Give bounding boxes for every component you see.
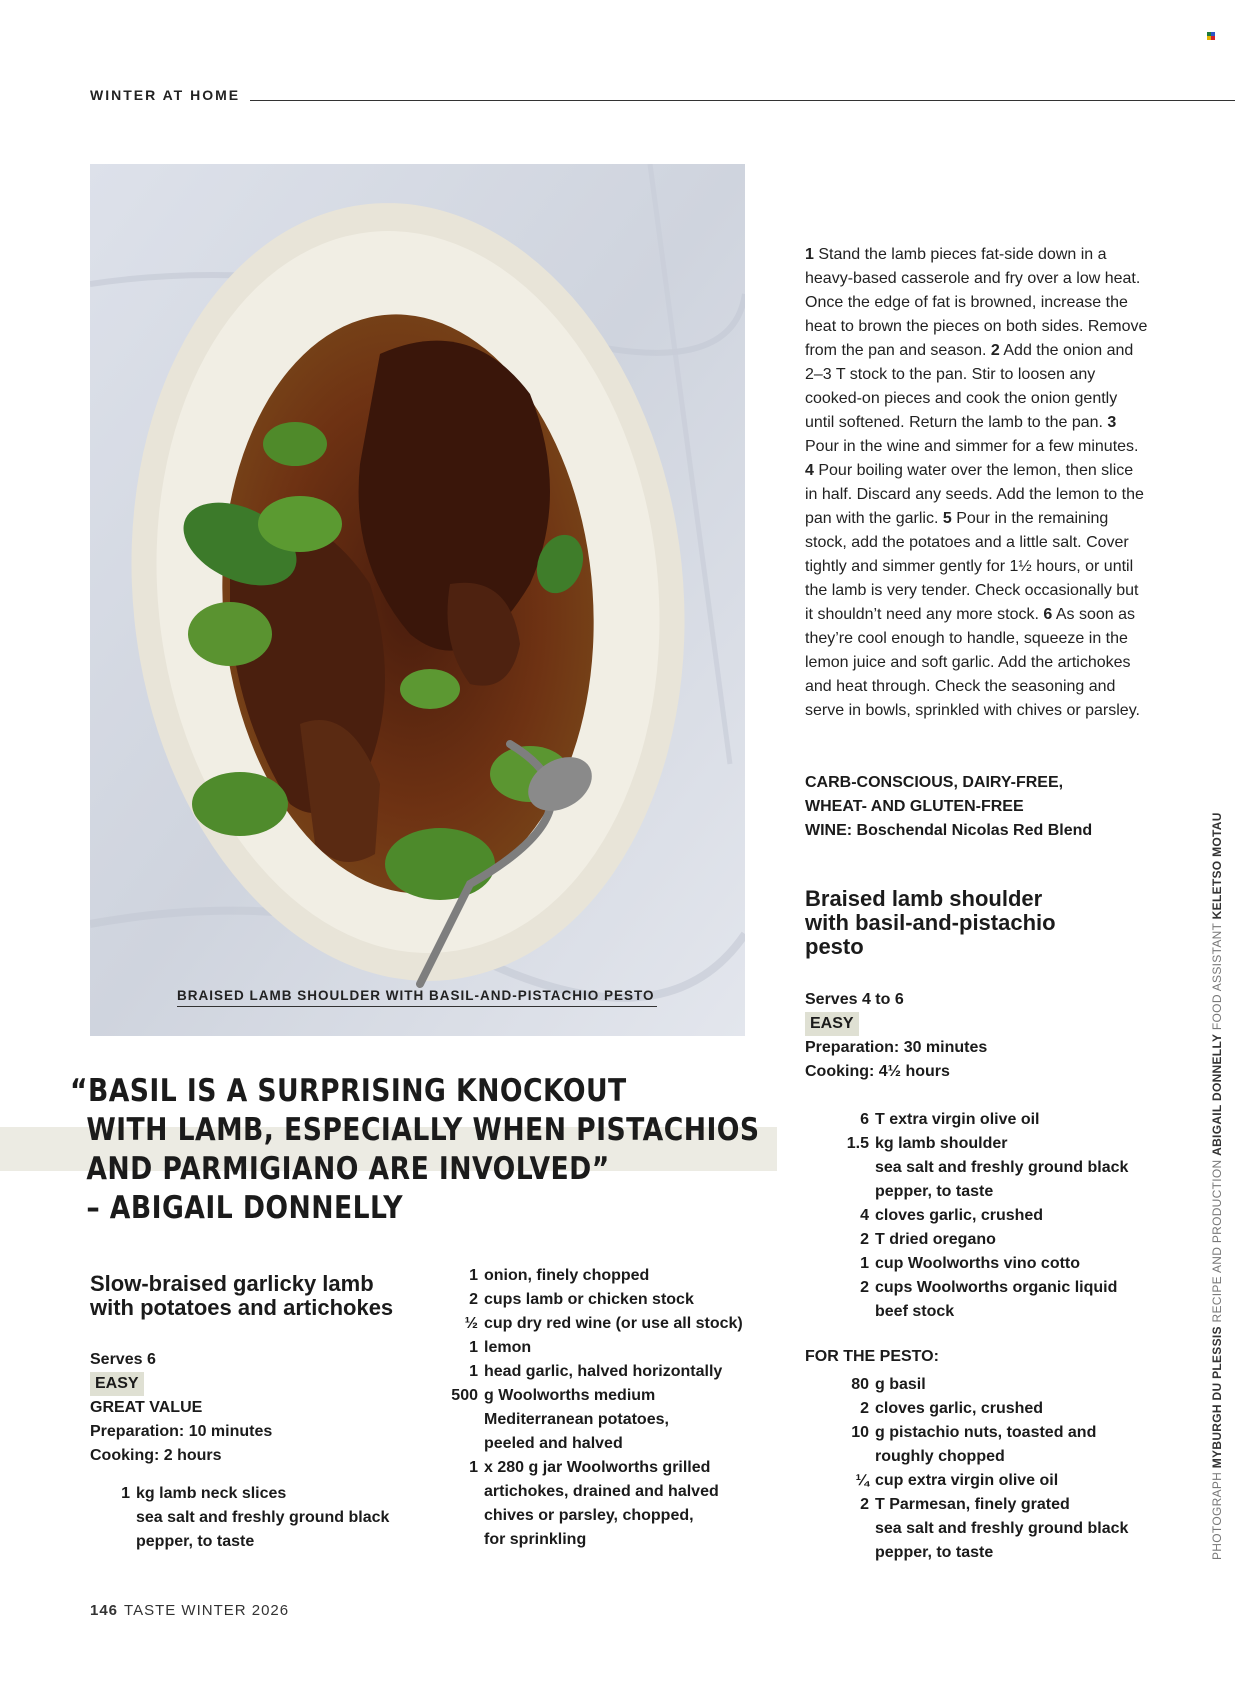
ingredient-row: pepper, to taste [875,1544,994,1561]
ingredients-braised [805,1108,1145,1324]
recipe-title-slow: Slow-braised garlicky lamb with potatoes and artichokes [90,1271,394,1320]
ingredient-row: 1.5 kg lamb shoulder [846,1135,1008,1152]
ingredient-row: pepper, to taste [875,1183,994,1200]
ingredient-row: for sprinkling [484,1531,587,1548]
page-number: 146 [90,1602,119,1619]
ingredient-row: peeled and halved [484,1435,623,1452]
section-rule [250,100,1235,101]
ingredient-row: 80 g basil [851,1376,926,1393]
recipe-title-braised: Braised lamb shoulder with basil-and-pistachio pesto [805,886,1056,959]
wine-pairing: WINE: Boschendal Nicolas Red Blend [805,822,1093,839]
ingredients-pesto [805,1373,1145,1565]
diet-tag: CARB-CONSCIOUS, DAIRY-FREE, [805,774,1064,791]
diet-tag: WHEAT- AND GLUTEN-FREE [805,798,1024,815]
ingredient-row: 2 T dried oregano [860,1231,996,1248]
pull-quote [70,1072,760,1228]
ingredient-row: 500 g Woolworths medium [451,1387,656,1404]
value-label: GREAT VALUE [90,1399,203,1416]
difficulty-badge: EASY [90,1372,144,1396]
photo-credits: PHOTOGRAPH MYBURGH DU PLESSIS RECIPE AND PRODUCTION ABIGAIL DONNELLY FOOD ASSISTANT KELETSO MOTAU [1210,812,1224,1560]
ingredient-row: chives or parsley, chopped, [484,1507,694,1524]
ingredient-row: pepper, to taste [136,1533,255,1550]
ingredient-row: 2 cups lamb or chicken stock [469,1291,694,1308]
ingredient-row: sea salt and freshly ground black [875,1159,1129,1176]
photo-caption: BRAISED LAMB SHOULDER WITH BASIL-AND-PISTACHIO PESTO [177,988,655,1003]
ingredient-row: 1 cup Woolworths vino cotto [860,1255,1081,1272]
ingredient-row: roughly chopped [875,1448,1005,1465]
brand-flag-icon [1207,32,1215,40]
serves: Serves 6 [90,1351,156,1368]
ingredient-row: 1 kg lamb neck slices [121,1485,287,1502]
ingredient-row: 1 lemon [469,1339,532,1356]
page-footer [90,1602,289,1619]
ingredient-row: 2 T Parmesan, finely grated [860,1496,1070,1513]
ingredient-row: Mediterranean potatoes, [484,1411,669,1428]
recipe-meta-slow [90,1348,272,1468]
ingredients-slow-a [90,1482,430,1554]
lamb-dish-illustration [90,164,745,1036]
ingredient-row: 1 head garlic, halved horizontally [469,1363,723,1380]
serves: Serves 4 to 6 [805,991,904,1008]
photo-caption-rule [177,1006,657,1007]
ingredient-row: 4 cloves garlic, crushed [860,1207,1044,1224]
magazine-issue: TASTE WINTER 2026 [124,1602,290,1619]
method-text: 1 Stand the lamb pieces fat-side down in a heavy-based casserole and fry over a low heat. Once the edge of fat is browned, increase the heat to brown the pieces on both sides. Remove from the pan and season. 2 Add the onion and 2–3 T stock to the pan. Stir to loosen any cooked-on pieces and cook the onion gently until softened. Return the lamb to the pan. 3 Pour in the wine and simmer for a few minutes. 4 Pour boiling water over the lemon, then slice in half. Discard any seeds. Add the lemon to the pan with the garlic. 5 Pour in the remaining stock, add the potatoes and a little salt. Cover tightly and simmer gently for 1½ hours, or until the lamb is very tender. Check occasionally but it shouldn’t need any more stock. 6 As soon as they’re cool enough to handle, squeeze in the lemon juice and soft garlic. Add the artichokes and heat through. Check the seasoning and serve in bowls, sprinkled with chives or parsley. [805,246,1148,719]
quote-line: AND PARMIGIANO ARE INVOLVED” [86,1151,610,1187]
ingredient-row: sea salt and freshly ground black [136,1509,390,1526]
ingredient-row: 2 cloves garlic, crushed [860,1400,1044,1417]
cook-time: Cooking: 2 hours [90,1447,222,1464]
quote-line: WITH LAMB, ESPECIALLY WHEN PISTACHIOS [86,1112,760,1148]
ingredient-row: 2 cups Woolworths organic liquid [860,1279,1118,1296]
ingredients-slow-b [430,1264,760,1552]
quote-line: – ABIGAIL DONNELLY [86,1190,404,1226]
recipe-meta-braised [805,988,987,1084]
quote-line: “BASIL IS A SURPRISING KNOCKOUT [70,1073,627,1109]
ingredient-row: beef stock [875,1303,955,1320]
section-label: WINTER AT HOME [90,87,241,103]
cook-time: Cooking: 4½ hours [805,1063,950,1080]
pesto-heading: FOR THE PESTO: [805,1348,939,1365]
prep-time: Preparation: 10 minutes [90,1423,273,1440]
ingredient-row: ¼ cup extra virgin olive oil [855,1472,1059,1489]
difficulty-badge: EASY [805,1012,859,1036]
prep-time: Preparation: 30 minutes [805,1039,988,1056]
ingredient-row: ½ cup dry red wine (or use all stock) [464,1315,743,1332]
ingredient-row: 1 onion, finely chopped [469,1267,650,1284]
ingredient-row: 10 g pistachio nuts, toasted and [851,1424,1097,1441]
diet-tags [805,771,1092,843]
recipe-photo [90,164,745,1036]
ingredient-row: 6 T extra virgin olive oil [860,1111,1040,1128]
ingredient-row: sea salt and freshly ground black [875,1520,1129,1537]
ingredient-row: artichokes, drained and halved [484,1483,719,1500]
ingredient-row: 1 x 280 g jar Woolworths grilled [469,1459,711,1476]
